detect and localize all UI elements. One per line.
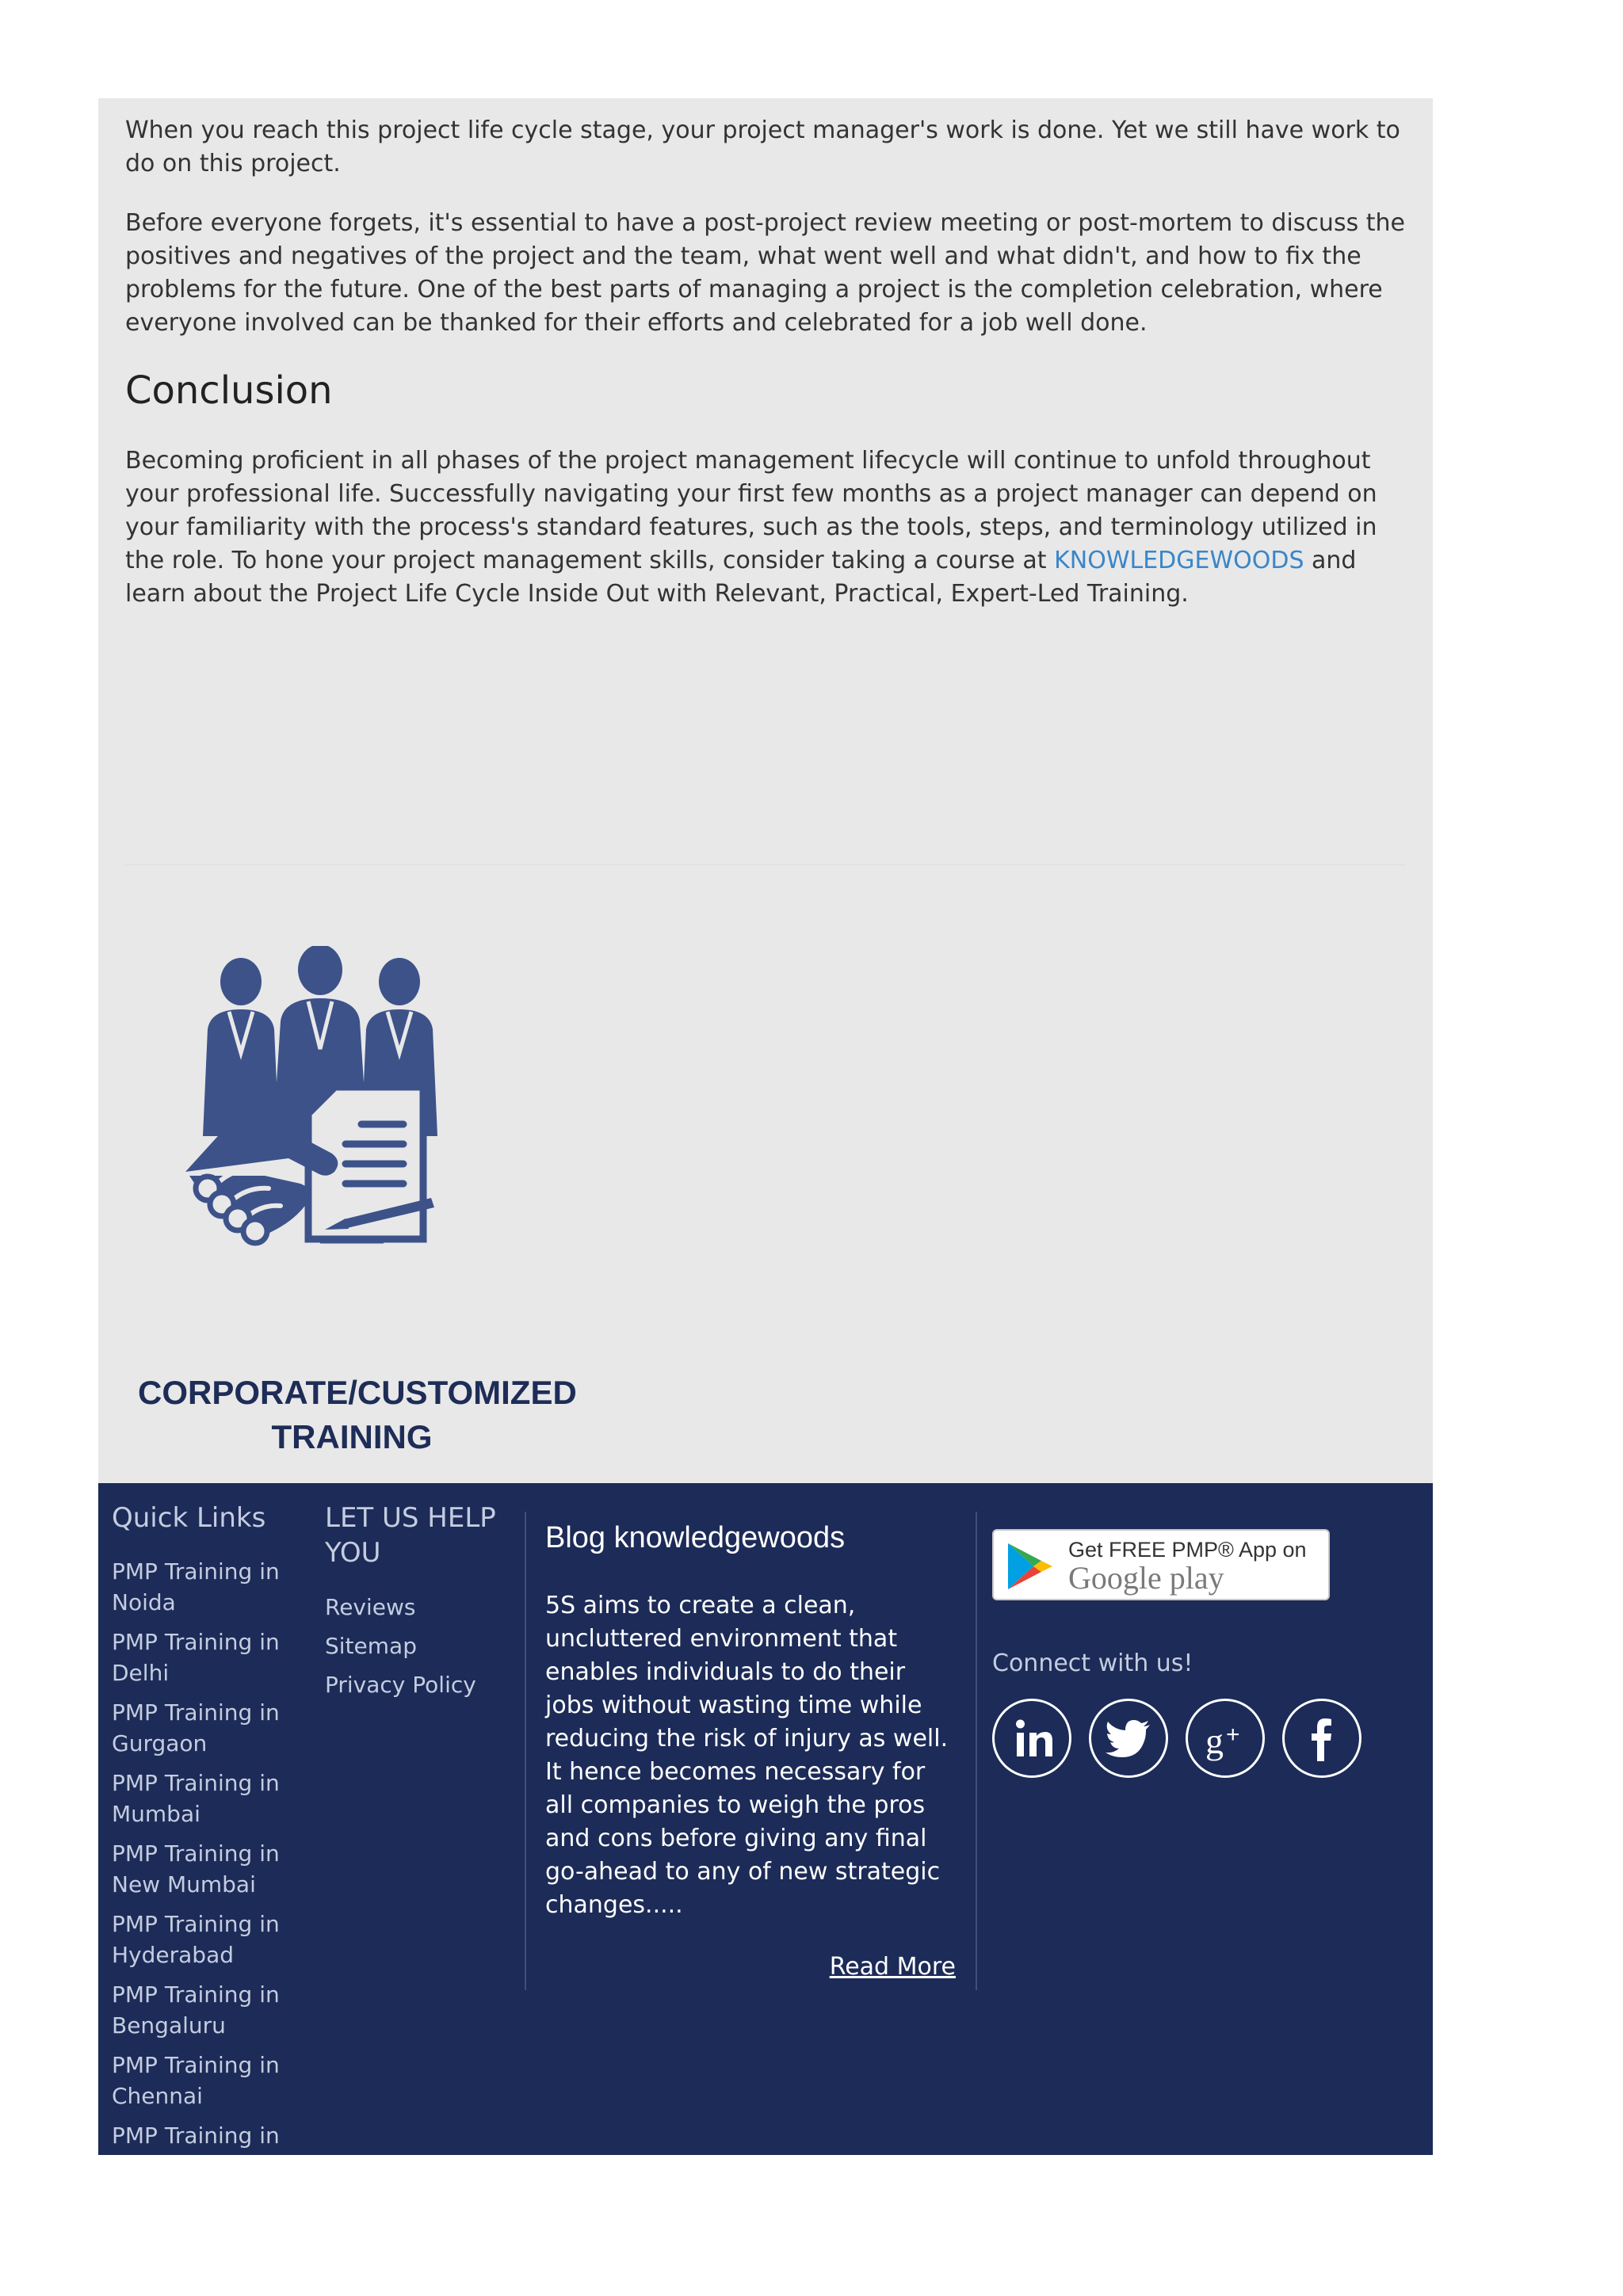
content-divider [125,864,1406,865]
svg-text:+: + [1226,1722,1240,1748]
google-play-badge[interactable] [992,1529,1330,1600]
quick-link-item[interactable]: PMP Training in Mumbai [112,1770,280,1827]
banner-title-line: TRAINING [271,1418,433,1455]
quick-link-item[interactable]: PMP Training in [112,2122,280,2149]
google-play-wordmark: Google play [1068,1560,1224,1596]
quick-link-item[interactable]: PMP Training in Bengaluru [112,1981,280,2039]
site-footer [98,1483,1433,2155]
banner-title-line: CORPORATE/CUSTOMIZED [138,1374,577,1411]
article-paragraph [125,444,1406,611]
quick-links-title: Quick Links [112,1502,266,1534]
quick-link-item[interactable]: PMP Training in Delhi [112,1629,280,1686]
quick-link-item[interactable]: PMP Training in Chennai [112,2052,280,2109]
article-paragraph: When you reach this project life cycle stage, your project manager's work is done. Yet we still have work to do on this project. [125,116,1400,177]
quick-links-list [112,1556,302,2160]
corporate-training-banner[interactable] [138,946,577,1516]
social-links [992,1699,1388,1781]
conclusion-heading: Conclusion [125,368,333,413]
quick-link-item[interactable]: PMP Training in Noida [112,1558,280,1615]
knowledgewoods-link[interactable]: KNOWLEDGEWOODS [1054,547,1304,574]
facebook-icon[interactable] [1282,1699,1361,1778]
article-card [98,98,1433,1483]
connect-label: Connect with us! [992,1650,1193,1677]
paragraph-text: and learn about the Project Life Cycle Inside Out with Relevant, Practical, Expert-Led Training. [125,547,1357,608]
paragraph-text: Becoming proficient in all phases of the project management lifecycle will continue to unfold throughout your professional life. Successfully navigating your first few months as a project manager can depend on your familiarity with the process's standard features, such as the tools, steps, and terminology utilized in the role. To hone your project management skills, consider taking a course at [125,447,1377,574]
google-play-icon [1005,1542,1056,1591]
sitemap-link[interactable]: Sitemap [325,1633,417,1659]
quick-link-item[interactable]: PMP Training in Gurgaon [112,1699,280,1756]
svg-text:g: g [1205,1721,1224,1761]
business-team-handshake-contract-icon [138,946,566,1374]
twitter-icon[interactable] [1089,1699,1168,1778]
footer-column-divider [525,1512,526,1990]
privacy-policy-link[interactable]: Privacy Policy [325,1672,476,1698]
blog-title[interactable]: Blog knowledgewoods [545,1521,846,1554]
google-plus-icon[interactable] [1186,1699,1265,1778]
help-title: LET US HELP YOU [325,1502,496,1569]
quick-link-item[interactable]: PMP Training in Hyderabad [112,1911,280,1968]
app-badge-caption: Get FREE PMP® App on [1068,1538,1307,1562]
read-more-link[interactable]: Read More [829,1953,956,1981]
linkedin-icon[interactable] [992,1699,1071,1778]
footer-column-divider [976,1512,977,1990]
reviews-link[interactable]: Reviews [325,1594,416,1620]
help-links-list [325,1592,507,1708]
article-paragraph: Before everyone forgets, it's essential to have a post-project review meeting or post-mortem to discuss the positives and negatives of the project and the team, what went well and what didn't, and how to fix the problems for the future. One of the best parts of managing a project is the completion celebration, where everyone involved can be thanked for their efforts and celebrated for a job well done. [125,209,1405,337]
blog-excerpt: 5S aims to create a clean, uncluttered environment that enables individuals to do their jobs without wasting time while reducing the risk of injury as well. It hence becomes necessary for all companies to weigh the pros and cons before giving any final go-ahead to any of new strategic changes..... [545,1592,949,1919]
quick-link-item[interactable]: PMP Training in New Mumbai [112,1840,280,1897]
